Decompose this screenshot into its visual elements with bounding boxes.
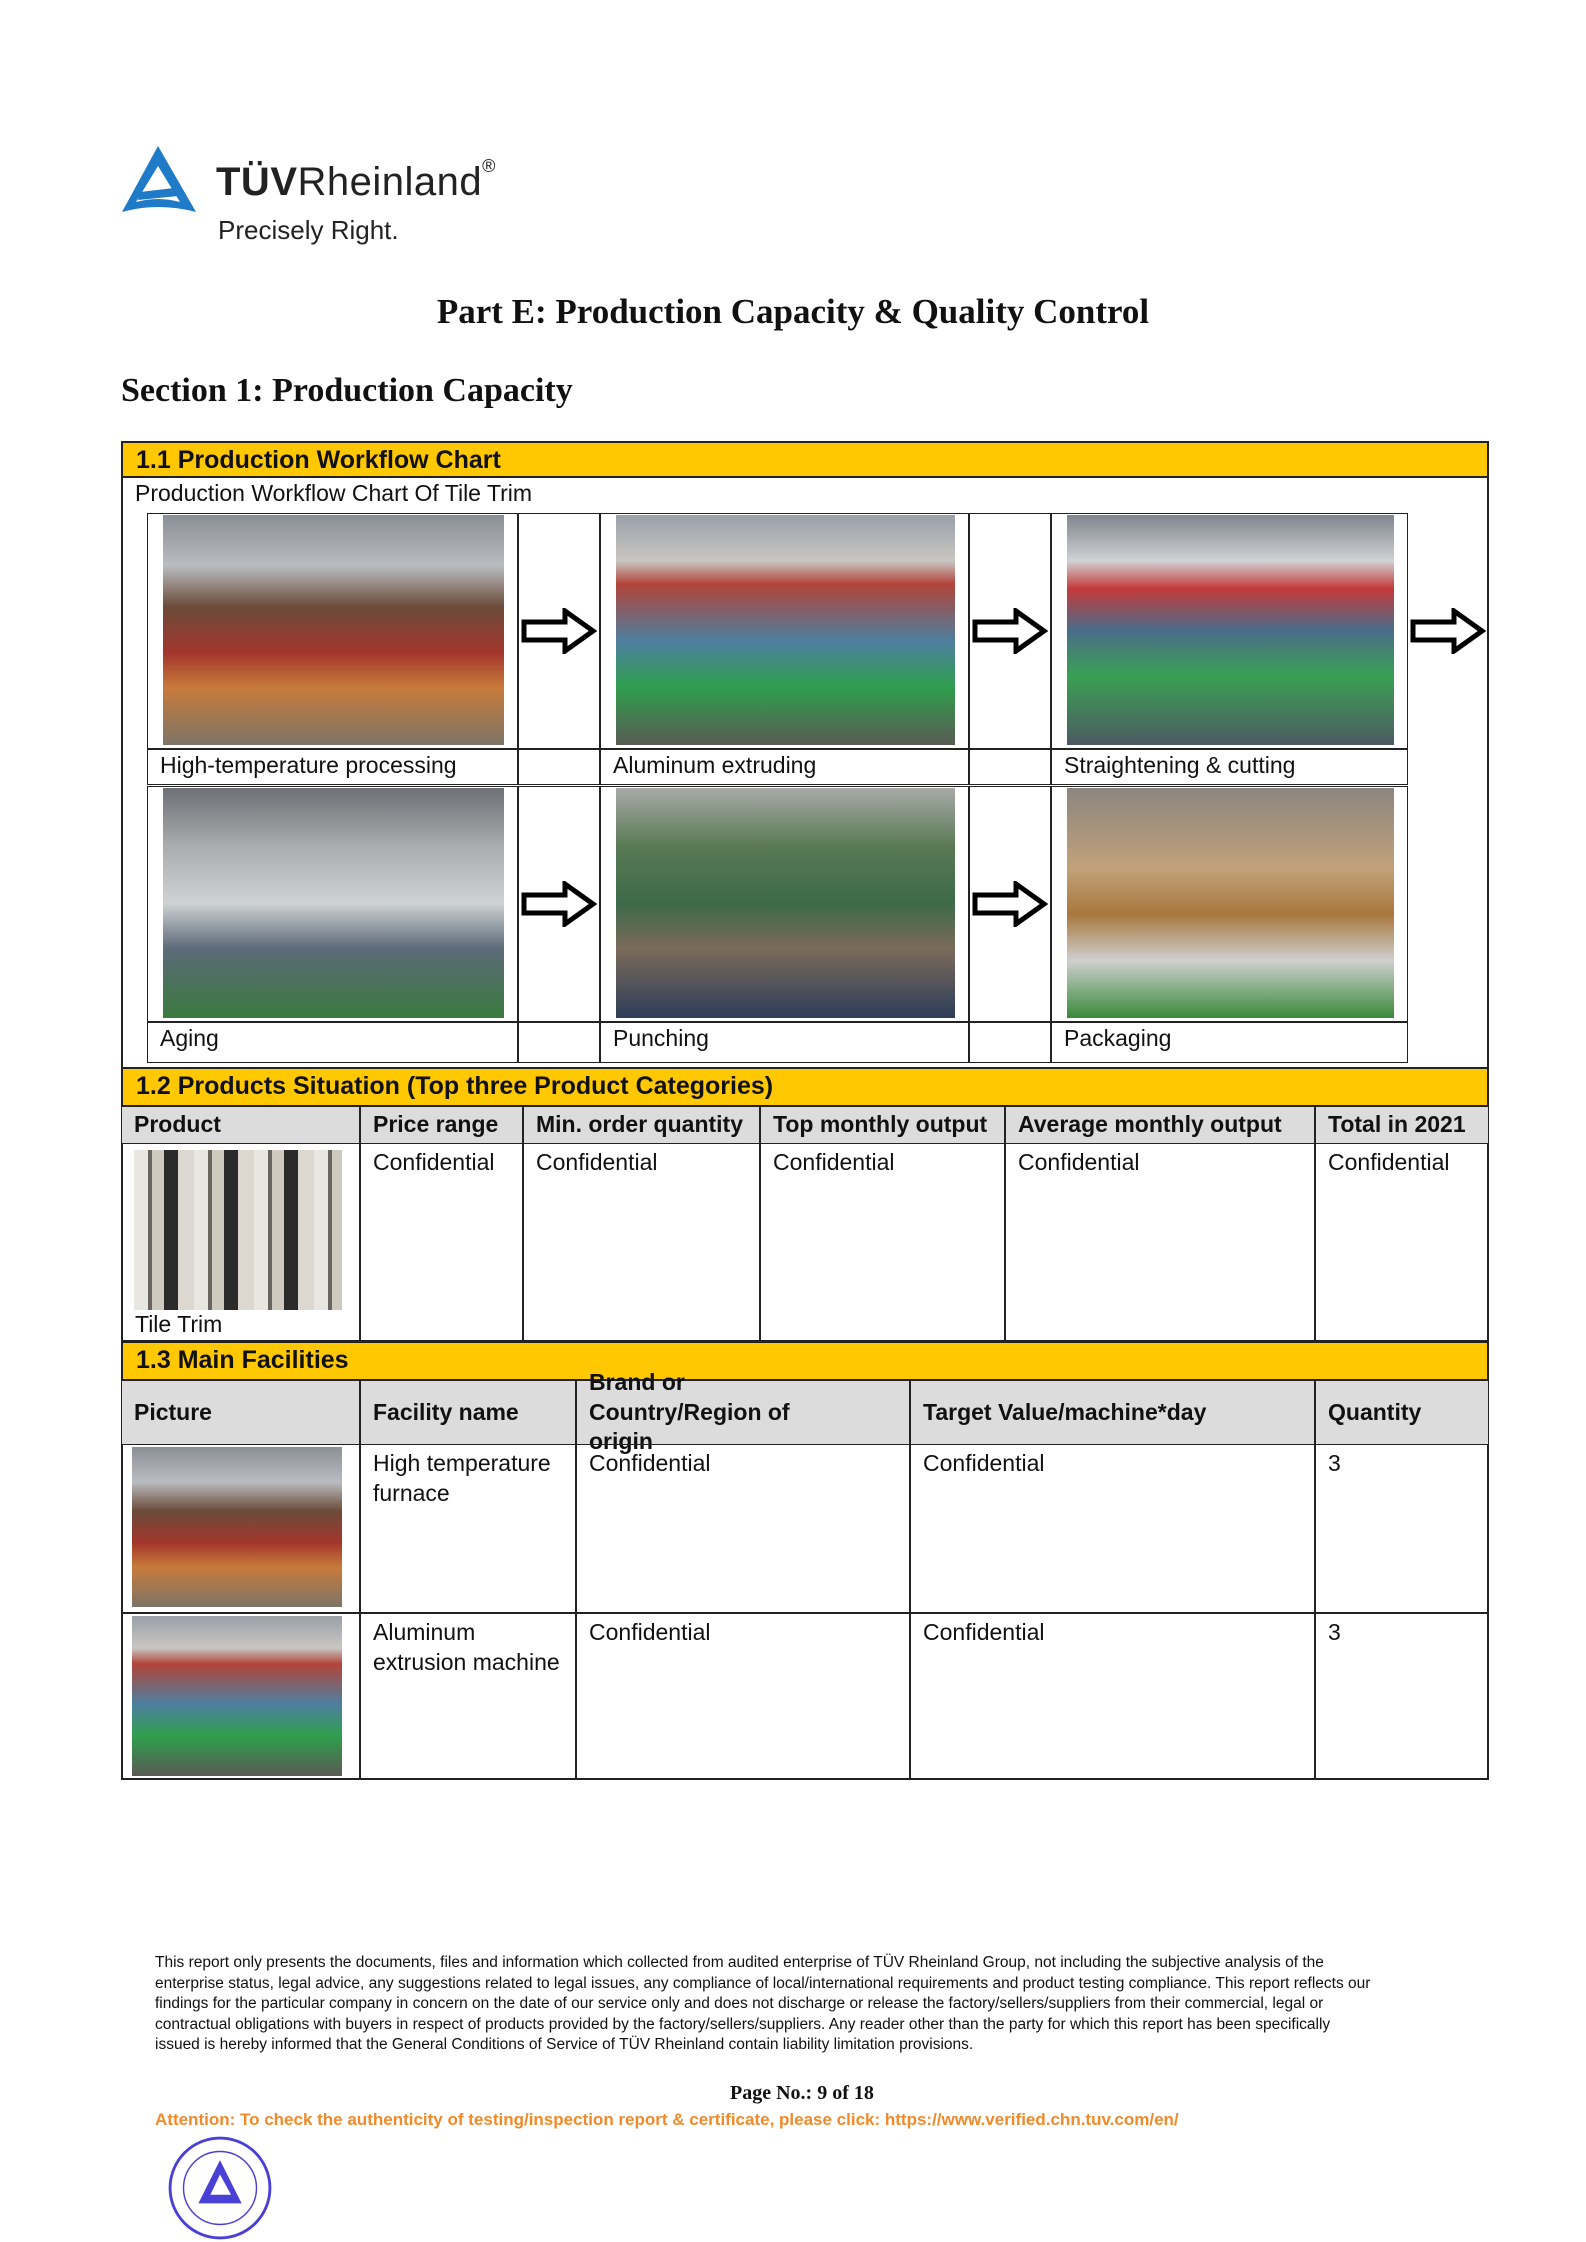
workflow-heading: 1.1 Production Workflow Chart — [121, 441, 1489, 478]
workflow-photo — [1067, 788, 1394, 1018]
facilities-cell: 3 — [1315, 1444, 1489, 1613]
products-column-header: Top monthly output — [760, 1106, 1005, 1144]
facility-photo — [132, 1447, 342, 1607]
arrow-right-icon — [1410, 608, 1486, 654]
products-cell: Confidential — [1005, 1143, 1315, 1341]
page-number: Page No.: 9 of 18 — [730, 2082, 874, 2104]
assessment-stamp-icon — [160, 2136, 280, 2240]
products-column-header: Price range — [360, 1106, 523, 1144]
facility-photo — [132, 1616, 342, 1776]
products-heading: 1.2 Products Situation (Top three Product Categories) — [121, 1067, 1489, 1107]
arrow-right-icon — [521, 881, 597, 927]
facilities-cell: High temperature furnace — [360, 1444, 576, 1613]
column-label: Picture — [134, 1398, 212, 1425]
products-column-header: Average monthly output — [1005, 1106, 1315, 1144]
arrow-right-icon — [521, 608, 597, 654]
tuv-logo-icon — [118, 142, 200, 218]
disclaimer-text: This report only presents the documents, files and information which collected from audited enterprise of TÜV Rheinland Group, not including the subjective analysis of the enterprise status, legal advice, any suggestions related to legal issues, any compliance of local/international requirements and product testing compliance. This report reflects our findings for the particular company in concern on the date of our service only and does not discharge or release the factory/sellers/suppliers from their commercial, legal or contractual obligations with buyers in respect of products provided by the factory/sellers/suppliers. Any reader other than the party for which this report has been specifically issued is hereby informed that the General Conditions of Service of TÜV Rheinland contain liability limitation provisions. — [155, 1954, 1371, 2053]
workflow-photo — [616, 515, 955, 745]
product-photo — [134, 1150, 342, 1310]
brand-name — [216, 156, 496, 205]
products-column-header: Total in 2021 — [1315, 1106, 1489, 1144]
facilities-column-header — [121, 1380, 360, 1445]
column-label: Quantity — [1328, 1398, 1422, 1425]
facilities-cell: Confidential — [576, 1444, 910, 1613]
authenticity-link[interactable]: Attention: To check the authenticity of testing/inspection report & certificate, please click: https://www.verified.chn.tuv.com/en/ — [155, 2110, 1179, 2129]
workflow-subtitle: Production Workflow Chart Of Tile Trim — [135, 480, 533, 506]
workflow-photo — [1067, 515, 1394, 745]
arrow-right-icon — [972, 608, 1048, 654]
products-cell: Confidential — [523, 1143, 760, 1341]
workflow-label-cell — [969, 1022, 1051, 1063]
products-cell: Confidential — [360, 1143, 523, 1341]
workflow-step-label: Straightening & cutting — [1064, 752, 1296, 778]
workflow-label-cell — [969, 749, 1051, 785]
brand-rest: Rheinland — [297, 160, 483, 204]
workflow-label-cell — [518, 1022, 600, 1063]
column-label: Target Value/machine*day — [923, 1398, 1207, 1425]
products-cell: Confidential — [1315, 1143, 1489, 1341]
facilities-cell: Aluminum extrusion machine — [360, 1613, 576, 1780]
column-label: Brand or Country/Region of origin — [589, 1368, 790, 1455]
workflow-photo — [163, 515, 504, 745]
facilities-column-header — [576, 1368, 910, 1455]
products-column-header: Min. order quantity — [523, 1106, 760, 1144]
products-column-header: Product — [121, 1106, 360, 1144]
part-title: Part E: Production Capacity & Quality Control — [436, 292, 1150, 331]
product-name: Tile Trim — [135, 1311, 223, 1337]
facilities-cell: 3 — [1315, 1613, 1489, 1780]
workflow-step-label: Packaging — [1064, 1025, 1172, 1051]
workflow-step-label: Punching — [613, 1025, 709, 1051]
workflow-photo — [616, 788, 955, 1018]
brand-tagline: Precisely Right. — [218, 215, 399, 245]
workflow-step-label: Aging — [160, 1025, 219, 1051]
facilities-column-header — [360, 1380, 576, 1445]
facilities-cell: Confidential — [576, 1613, 910, 1780]
products-cell: Confidential — [760, 1143, 1005, 1341]
arrow-right-icon — [972, 881, 1048, 927]
facilities-column-header — [910, 1380, 1315, 1445]
column-label: Facility name — [373, 1398, 519, 1425]
registered-mark: ® — [482, 156, 496, 176]
workflow-step-label: High-temperature processing — [160, 752, 457, 778]
facilities-cell — [121, 1613, 360, 1780]
workflow-label-cell — [518, 749, 600, 785]
facilities-column-header — [1315, 1380, 1489, 1445]
facilities-cell — [121, 1444, 360, 1613]
workflow-photo — [163, 788, 504, 1018]
brand-bold: TÜV — [216, 160, 298, 204]
facilities-cell: Confidential — [910, 1613, 1315, 1780]
facilities-heading: 1.3 Main Facilities — [121, 1341, 1489, 1381]
workflow-step-label: Aluminum extruding — [613, 752, 817, 778]
facilities-cell: Confidential — [910, 1444, 1315, 1613]
products-cell — [121, 1143, 360, 1341]
section-title: Section 1: Production Capacity — [121, 372, 573, 409]
